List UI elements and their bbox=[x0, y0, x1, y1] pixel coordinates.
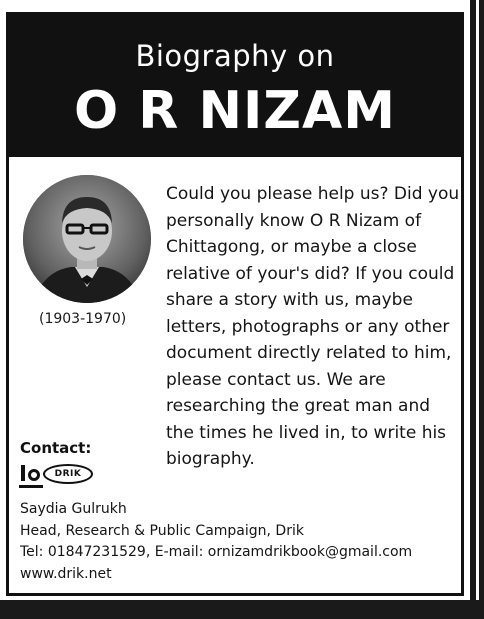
contact-website: www.drik.net bbox=[20, 565, 112, 582]
banner-pretitle: Biography on bbox=[135, 39, 335, 73]
drik-logo-mark-icon bbox=[19, 463, 43, 488]
drik-logo bbox=[19, 461, 101, 489]
contact-role: Head, Research & Public Campaign, Drik bbox=[20, 522, 304, 539]
life-years: (1903-1970) bbox=[39, 311, 127, 327]
contact-phone-email: Tel: 01847231529, E-mail: ornizamdrikbook@gmail.com bbox=[20, 544, 413, 560]
title-banner bbox=[9, 15, 461, 157]
portrait-photo bbox=[23, 175, 151, 303]
contact-details bbox=[20, 499, 412, 585]
banner-title: O R NIZAM bbox=[73, 81, 396, 141]
portrait-figure bbox=[23, 175, 151, 303]
advertisement-panel bbox=[6, 12, 464, 596]
contact-label: Contact: bbox=[20, 439, 92, 457]
contact-name: Saydia Gulrukh bbox=[20, 501, 127, 517]
bottom-border-bar bbox=[0, 600, 484, 619]
appeal-text: Could you please help us? Did you personally know O R Nizam of Chittagong, or maybe a close relative of your's did? If you could share a story with us, maybe letters, photographs or any other document directly related to him, please contact us. We are researching the great man and the times he lived in, to write his biography. bbox=[166, 184, 460, 469]
drik-logo-wordmark: DRIK bbox=[43, 464, 93, 484]
right-border-gap bbox=[476, 0, 479, 600]
